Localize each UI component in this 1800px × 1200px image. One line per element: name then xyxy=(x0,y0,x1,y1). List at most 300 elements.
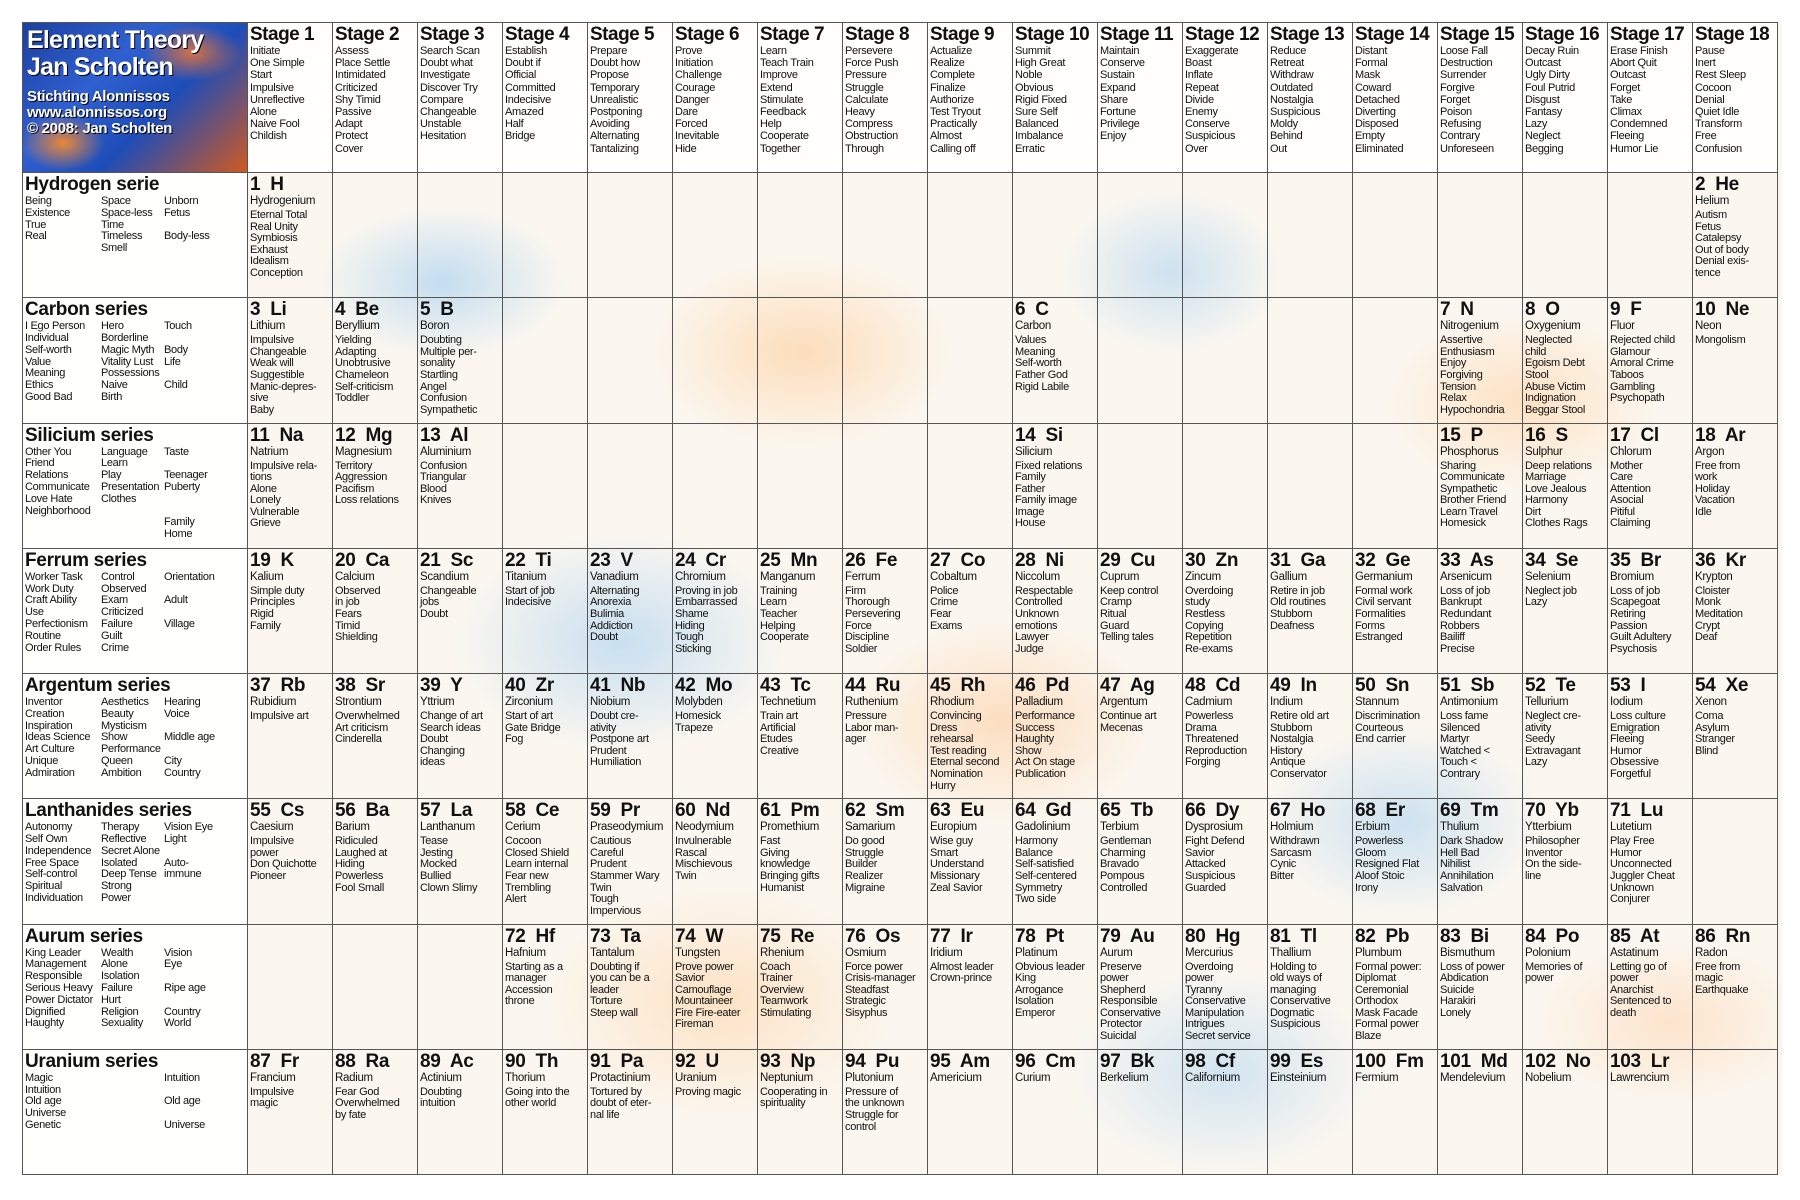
stage-keyword: Search Scan xyxy=(420,45,480,57)
element-keyword: Irony xyxy=(1355,881,1378,894)
element-cell-sn[interactable] xyxy=(1353,674,1438,799)
element-symbol: Eu xyxy=(960,800,985,822)
element-cell-tb[interactable] xyxy=(1098,799,1183,924)
element-keyword: Keep control xyxy=(1100,584,1159,597)
element-name: Sulphur xyxy=(1525,445,1563,458)
element-keyword: Lawyer xyxy=(1015,631,1049,644)
element-cell-se[interactable] xyxy=(1523,549,1608,674)
element-number-symbol xyxy=(1185,550,1265,571)
element-keyword: Communicate xyxy=(1440,471,1505,484)
stage-keyword: Fleeing xyxy=(1610,130,1644,143)
element-symbol: K xyxy=(280,549,294,571)
element-cell-w[interactable] xyxy=(673,925,758,1050)
stage-keyword: Outcast xyxy=(1610,69,1646,82)
element-number-symbol xyxy=(1355,926,1435,947)
empty-cell xyxy=(1268,173,1353,298)
element-cell-hf[interactable] xyxy=(503,925,588,1050)
element-name: Hydrogenium xyxy=(250,195,316,207)
element-keyword: Amoral Crime xyxy=(1610,357,1674,370)
element-keyword: Nostalgia xyxy=(1270,733,1314,746)
spacer xyxy=(696,800,706,821)
logo-website[interactable]: www.alonnissos.org xyxy=(27,104,167,121)
element-cell-i[interactable] xyxy=(1608,674,1693,799)
element-cell-au[interactable] xyxy=(1098,925,1183,1050)
element-number: 37 xyxy=(250,675,271,696)
element-cell-y[interactable] xyxy=(418,674,503,799)
element-cell-s[interactable] xyxy=(1523,424,1608,549)
element-symbol: Te xyxy=(1555,675,1576,696)
element-keyword: Knives xyxy=(420,494,452,507)
element-symbol: Nb xyxy=(620,675,646,696)
element-keyword: Observed xyxy=(335,584,381,597)
element-number-symbol xyxy=(1610,550,1690,571)
element-keyword: Clown Slimy xyxy=(420,881,478,894)
spacer xyxy=(611,800,621,821)
element-keyword: Restless xyxy=(1185,607,1225,620)
element-cell-os[interactable] xyxy=(843,925,928,1050)
element-cell-as[interactable] xyxy=(1438,549,1523,674)
element-keyword: Crown-prince xyxy=(930,972,992,985)
stage-title: Stage 8 xyxy=(845,24,910,45)
element-name: Kalium xyxy=(250,570,284,583)
element-cell-tc[interactable] xyxy=(758,674,843,799)
series-keyword: Teenager xyxy=(164,469,208,482)
element-cell-no[interactable] xyxy=(1523,1050,1608,1175)
element-cell-u[interactable] xyxy=(673,1050,758,1175)
element-keyword: Scapegoat xyxy=(1610,596,1660,609)
element-cell-at[interactable] xyxy=(1608,925,1693,1050)
element-cell-nd[interactable] xyxy=(673,799,758,924)
stage-keyword: Actualize xyxy=(930,45,972,57)
spacer xyxy=(260,299,270,320)
element-cell-kr[interactable] xyxy=(1693,549,1778,674)
element-keyword: Discipline xyxy=(845,631,890,644)
stage-keyword: Indecisive xyxy=(505,93,551,106)
series-keyword: Hurt xyxy=(101,993,121,1006)
stage-keyword: Force Push xyxy=(845,57,899,70)
element-number: 19 xyxy=(250,549,271,571)
element-keyword: Toddler xyxy=(335,392,369,405)
element-cell-bk[interactable] xyxy=(1098,1050,1183,1175)
element-keyword: Alert xyxy=(505,893,527,906)
element-cell-np[interactable] xyxy=(758,1050,843,1175)
spacer xyxy=(526,926,536,947)
element-keyword: Builder xyxy=(845,858,878,871)
stage-keyword: Propose xyxy=(590,69,629,82)
element-cell-rb[interactable] xyxy=(248,674,333,799)
stage-keyword: Erratic xyxy=(1015,142,1045,155)
spacer xyxy=(866,1051,876,1072)
element-cell-al[interactable] xyxy=(418,424,503,549)
stage-keyword: Tantalizing xyxy=(590,142,639,155)
element-symbol: Ti xyxy=(535,549,552,571)
element-cell-li[interactable] xyxy=(248,298,333,423)
element-symbol: Fe xyxy=(875,549,898,571)
stage-keyword: Take xyxy=(1610,93,1633,106)
element-keyword: Self-centered xyxy=(1015,870,1077,883)
element-cell-ar[interactable] xyxy=(1693,424,1778,549)
empty-cell xyxy=(588,424,673,549)
element-number: 30 xyxy=(1185,549,1206,571)
element-keyword: Missionary xyxy=(930,870,980,883)
element-cell-po[interactable] xyxy=(1523,925,1608,1050)
element-number-symbol xyxy=(930,800,1010,821)
element-cell-tl[interactable] xyxy=(1268,925,1353,1050)
element-keyword: Reproduction xyxy=(1185,744,1247,757)
element-cell-pu[interactable] xyxy=(843,1050,928,1175)
element-number: 42 xyxy=(675,675,696,696)
element-cell-fr[interactable] xyxy=(248,1050,333,1175)
element-number: 49 xyxy=(1270,675,1291,696)
element-cell-mo[interactable] xyxy=(673,674,758,799)
element-cell-er[interactable] xyxy=(1353,799,1438,924)
element-cell-co[interactable] xyxy=(928,549,1013,674)
series-keyword: Language xyxy=(101,445,148,458)
element-cell-p[interactable] xyxy=(1438,424,1523,549)
element-cell-ca[interactable] xyxy=(333,549,418,674)
element-number: 11 xyxy=(250,424,270,446)
element-name: Germanium xyxy=(1355,570,1413,583)
stage-keyword: Contrary xyxy=(1440,130,1480,143)
element-cell-na[interactable] xyxy=(248,424,333,549)
stage-keyword: Fantasy xyxy=(1525,106,1563,119)
element-cell-cf[interactable] xyxy=(1183,1050,1268,1175)
element-cell-ge[interactable] xyxy=(1353,549,1438,674)
element-cell-he[interactable] xyxy=(1693,173,1778,298)
element-symbol: Hg xyxy=(1215,925,1241,947)
element-keyword: Homesick xyxy=(1440,517,1486,530)
element-cell-cm[interactable] xyxy=(1013,1050,1098,1175)
element-symbol: B xyxy=(440,299,454,321)
spacer xyxy=(1121,800,1131,821)
element-keyword: Savior xyxy=(675,972,705,985)
element-cell-pd[interactable] xyxy=(1013,674,1098,799)
element-cell-be[interactable] xyxy=(333,298,418,423)
spacer xyxy=(611,1051,621,1072)
element-cell-zn[interactable] xyxy=(1183,549,1268,674)
stage-keyword: Inevitable xyxy=(675,130,720,143)
element-cell-ga[interactable] xyxy=(1268,549,1353,674)
spacer xyxy=(1716,926,1726,947)
element-keyword: Crisis-manager xyxy=(845,972,916,985)
element-name: Strontium xyxy=(335,696,382,708)
element-name: Iridium xyxy=(930,946,963,959)
element-cell-ba[interactable] xyxy=(333,799,418,924)
series-label xyxy=(23,1050,248,1175)
element-keyword: Impulsive rela- xyxy=(250,459,318,472)
element-name: Platinum xyxy=(1015,946,1058,959)
element-cell-pr[interactable] xyxy=(588,799,673,924)
element-keyword: Assertive xyxy=(1440,334,1483,347)
element-cell-ta[interactable] xyxy=(588,925,673,1050)
element-cell-hg[interactable] xyxy=(1183,925,1268,1050)
stage-keyword: Noble xyxy=(1015,69,1043,82)
element-cell-ag[interactable] xyxy=(1098,674,1183,799)
element-keyword: Aggression xyxy=(335,471,388,484)
element-keyword: Cinderella xyxy=(335,733,382,746)
series-keyword: Performance xyxy=(101,743,161,756)
element-number: 31 xyxy=(1270,549,1291,571)
element-cell-fm[interactable] xyxy=(1353,1050,1438,1175)
element-symbol: Be xyxy=(355,299,379,321)
element-keyword: Bitter xyxy=(1270,870,1294,883)
element-cell-pb[interactable] xyxy=(1353,925,1438,1050)
element-cell-te[interactable] xyxy=(1523,674,1608,799)
element-cell-pm[interactable] xyxy=(758,799,843,924)
element-keyword: Embarrassed xyxy=(675,596,738,609)
element-keyword: Dirt xyxy=(1525,505,1541,518)
element-name: Neodymium xyxy=(675,821,734,834)
element-cell-ho[interactable] xyxy=(1268,799,1353,924)
element-cell-nb[interactable] xyxy=(588,674,673,799)
element-keyword: Do good xyxy=(845,835,885,848)
element-cell-ac[interactable] xyxy=(418,1050,503,1175)
element-cell-br[interactable] xyxy=(1608,549,1693,674)
element-symbol: Tm xyxy=(1470,800,1499,822)
element-keyword: Overdoing xyxy=(1185,584,1234,597)
stage-keyword: Courage xyxy=(675,81,716,94)
element-keyword: Alternating xyxy=(590,584,640,597)
stage-keyword: Humor Lie xyxy=(1610,142,1659,155)
element-keyword: Autism xyxy=(1695,209,1727,221)
stage-keyword: Foul Putrid xyxy=(1525,81,1575,94)
element-number: 26 xyxy=(845,549,866,571)
stage-keyword: Enemy xyxy=(1185,106,1218,119)
stage-keyword: Suspicious xyxy=(1270,106,1321,119)
element-cell-ti[interactable] xyxy=(503,549,588,674)
element-cell-cd[interactable] xyxy=(1183,674,1268,799)
spacer xyxy=(1546,550,1556,571)
spacer xyxy=(1546,800,1556,821)
element-keyword: Denial exis- xyxy=(1695,255,1749,268)
element-cell-sc[interactable] xyxy=(418,549,503,674)
element-keyword: Marriage xyxy=(1525,471,1567,484)
element-cell-lr[interactable] xyxy=(1608,1050,1693,1175)
element-cell-mn[interactable] xyxy=(758,549,843,674)
element-keyword: sonality xyxy=(420,357,455,370)
element-number: 63 xyxy=(930,800,951,822)
element-keyword: Proving magic xyxy=(675,1085,741,1098)
series-keywords xyxy=(25,571,245,671)
element-keyword: Rigid Labile xyxy=(1015,380,1069,393)
element-keyword: Neglect job xyxy=(1525,584,1577,597)
stage-keyword: Doubt what xyxy=(420,57,473,70)
element-keyword: Fear God xyxy=(335,1085,380,1098)
element-cell-la[interactable] xyxy=(418,799,503,924)
element-name: Gadolinium xyxy=(1015,821,1071,834)
element-keyword: Vacation xyxy=(1695,494,1735,507)
series-label xyxy=(23,925,248,1050)
element-cell-ir[interactable] xyxy=(928,925,1013,1050)
element-keyword: Blood xyxy=(420,482,447,495)
element-number: 103 xyxy=(1610,1050,1641,1072)
stage-keyword: Summit xyxy=(1015,45,1051,57)
element-cell-v[interactable] xyxy=(588,549,673,674)
series-keyword: Magic xyxy=(25,1071,53,1084)
element-keyword: Zeal Savior xyxy=(930,881,983,894)
element-cell-sr[interactable] xyxy=(333,674,418,799)
element-cell-ni[interactable] xyxy=(1013,549,1098,674)
element-number: 73 xyxy=(590,925,611,947)
element-keyword: Gloom xyxy=(1355,846,1386,859)
element-cell-rh[interactable] xyxy=(928,674,1013,799)
element-keyword: work xyxy=(1695,471,1718,484)
element-cell-k[interactable] xyxy=(248,549,333,674)
element-number-symbol xyxy=(675,550,755,571)
element-cell-cl[interactable] xyxy=(1608,424,1693,549)
element-cell-eu[interactable] xyxy=(928,799,1013,924)
element-symbol: Ba xyxy=(365,800,390,822)
series-keyword: Aesthetics xyxy=(101,696,149,708)
element-cell-cu[interactable] xyxy=(1098,549,1183,674)
series-keyword: Intuition xyxy=(25,1083,61,1096)
element-cell-tm[interactable] xyxy=(1438,799,1523,924)
element-number-symbol xyxy=(1610,1051,1690,1072)
element-cell-bi[interactable] xyxy=(1438,925,1523,1050)
element-cell-h[interactable] xyxy=(248,173,333,298)
element-cell-pa[interactable] xyxy=(588,1050,673,1175)
element-number: 43 xyxy=(760,675,781,696)
series-keyword: Touch xyxy=(164,320,192,333)
element-keyword: Conservative xyxy=(1185,995,1246,1008)
element-cell-gd[interactable] xyxy=(1013,799,1098,924)
element-cell-c[interactable] xyxy=(1013,298,1098,423)
element-cell-in[interactable] xyxy=(1268,674,1353,799)
element-cell-mg[interactable] xyxy=(333,424,418,549)
element-number-symbol xyxy=(1015,425,1095,446)
element-keyword: Sticking xyxy=(675,642,712,655)
element-name: Oxygenium xyxy=(1525,320,1581,333)
element-keyword: Judge xyxy=(1015,642,1044,655)
element-name: Uranium xyxy=(675,1071,717,1084)
element-cell-th[interactable] xyxy=(503,1050,588,1175)
element-cell-re[interactable] xyxy=(758,925,843,1050)
element-number: 8 xyxy=(1525,299,1536,321)
element-cell-zr[interactable] xyxy=(503,674,588,799)
element-name: Neon xyxy=(1695,320,1722,333)
series-keyword: Real xyxy=(25,230,47,243)
stage-header xyxy=(588,23,673,173)
element-symbol: Hf xyxy=(535,925,555,947)
element-cell-md[interactable] xyxy=(1438,1050,1523,1175)
element-name: Californium xyxy=(1185,1071,1240,1084)
series-keyword: Neighborhood xyxy=(25,504,91,517)
element-symbol: Cr xyxy=(705,549,727,571)
element-keyword: Harmony xyxy=(1525,494,1568,507)
element-cell-yb[interactable] xyxy=(1523,799,1608,924)
element-name: Manganum xyxy=(760,570,816,583)
element-number: 14 xyxy=(1015,424,1036,446)
element-name: Berkelium xyxy=(1100,1071,1149,1084)
element-cell-pt[interactable] xyxy=(1013,925,1098,1050)
element-keyword: Pompous xyxy=(1100,870,1145,883)
element-keyword: Closed Shield xyxy=(505,846,569,859)
element-cell-xe[interactable] xyxy=(1693,674,1778,799)
series-keyword: Ethics xyxy=(25,379,54,392)
element-number-symbol xyxy=(420,1051,500,1072)
element-keyword: Steep wall xyxy=(590,1006,638,1019)
spacer xyxy=(696,675,706,696)
element-keyword: Tension xyxy=(1440,380,1476,393)
element-number: 54 xyxy=(1695,675,1716,696)
element-cell-sm[interactable] xyxy=(843,799,928,924)
spacer xyxy=(260,174,270,195)
element-keyword: Indecisive xyxy=(505,596,551,609)
element-keyword: Civil servant xyxy=(1355,596,1412,609)
element-cell-b[interactable] xyxy=(418,298,503,423)
element-cell-ra[interactable] xyxy=(333,1050,418,1175)
stage-header xyxy=(503,23,588,173)
stage-keyword: Eliminated xyxy=(1355,142,1404,155)
element-cell-dy[interactable] xyxy=(1183,799,1268,924)
empty-cell xyxy=(333,925,418,1050)
element-number: 41 xyxy=(590,675,611,696)
element-cell-cs[interactable] xyxy=(248,799,333,924)
empty-cell xyxy=(1098,173,1183,298)
element-cell-cr[interactable] xyxy=(673,549,758,674)
stage-keyword: Realize xyxy=(930,57,965,70)
element-cell-f[interactable] xyxy=(1608,298,1693,423)
element-cell-si[interactable] xyxy=(1013,424,1098,549)
element-keyword: Simple duty xyxy=(250,584,305,597)
element-keyword: Two side xyxy=(1015,893,1057,906)
element-cell-fe[interactable] xyxy=(843,549,928,674)
element-symbol: Po xyxy=(1555,925,1580,947)
element-cell-ce[interactable] xyxy=(503,799,588,924)
stage-title: Stage 16 xyxy=(1525,24,1600,45)
element-name: Hafnium xyxy=(505,946,546,959)
element-cell-ru[interactable] xyxy=(843,674,928,799)
stage-keyword: Challenge xyxy=(675,69,722,82)
stage-header xyxy=(1693,23,1778,173)
series-label xyxy=(23,424,248,549)
element-cell-rn[interactable] xyxy=(1693,925,1778,1050)
element-name: Ruthenium xyxy=(845,696,898,708)
element-keyword: Withdrawn xyxy=(1270,835,1320,848)
element-keyword: Forging xyxy=(1185,756,1221,769)
element-number: 76 xyxy=(845,925,866,947)
element-symbol: Mn xyxy=(790,549,818,571)
stage-keyword: Mask xyxy=(1355,69,1381,82)
series-keyword: True xyxy=(25,218,47,231)
element-number-symbol xyxy=(930,675,1010,696)
series-keyword: Friend xyxy=(25,457,55,470)
element-keyword: Stool xyxy=(1525,369,1549,382)
element-cell-sb[interactable] xyxy=(1438,674,1523,799)
spacer xyxy=(696,550,706,571)
element-number-symbol xyxy=(675,675,755,696)
series-keyword: Magic Myth xyxy=(101,343,155,356)
stage-keyword: Exaggerate xyxy=(1185,45,1239,57)
element-keyword: Deaf xyxy=(1695,631,1718,644)
element-cell-lu[interactable] xyxy=(1608,799,1693,924)
element-cell-n[interactable] xyxy=(1438,298,1523,423)
element-cell-ne[interactable] xyxy=(1693,298,1778,423)
empty-cell xyxy=(843,173,928,298)
series-keyword: Work Duty xyxy=(25,582,74,595)
element-cell-o[interactable] xyxy=(1523,298,1608,423)
series-keyword: Inspiration xyxy=(25,719,73,732)
spacer xyxy=(781,1051,791,1072)
element-keyword: Retire old art xyxy=(1270,710,1329,722)
element-keyword: Rejected child xyxy=(1610,334,1675,347)
element-cell-am[interactable] xyxy=(928,1050,1013,1175)
element-symbol: Mo xyxy=(705,675,733,696)
empty-cell xyxy=(1013,173,1098,298)
series-keyword: Naive xyxy=(101,379,128,392)
series-keyword: Beauty xyxy=(101,707,134,720)
element-cell-es[interactable] xyxy=(1268,1050,1353,1175)
